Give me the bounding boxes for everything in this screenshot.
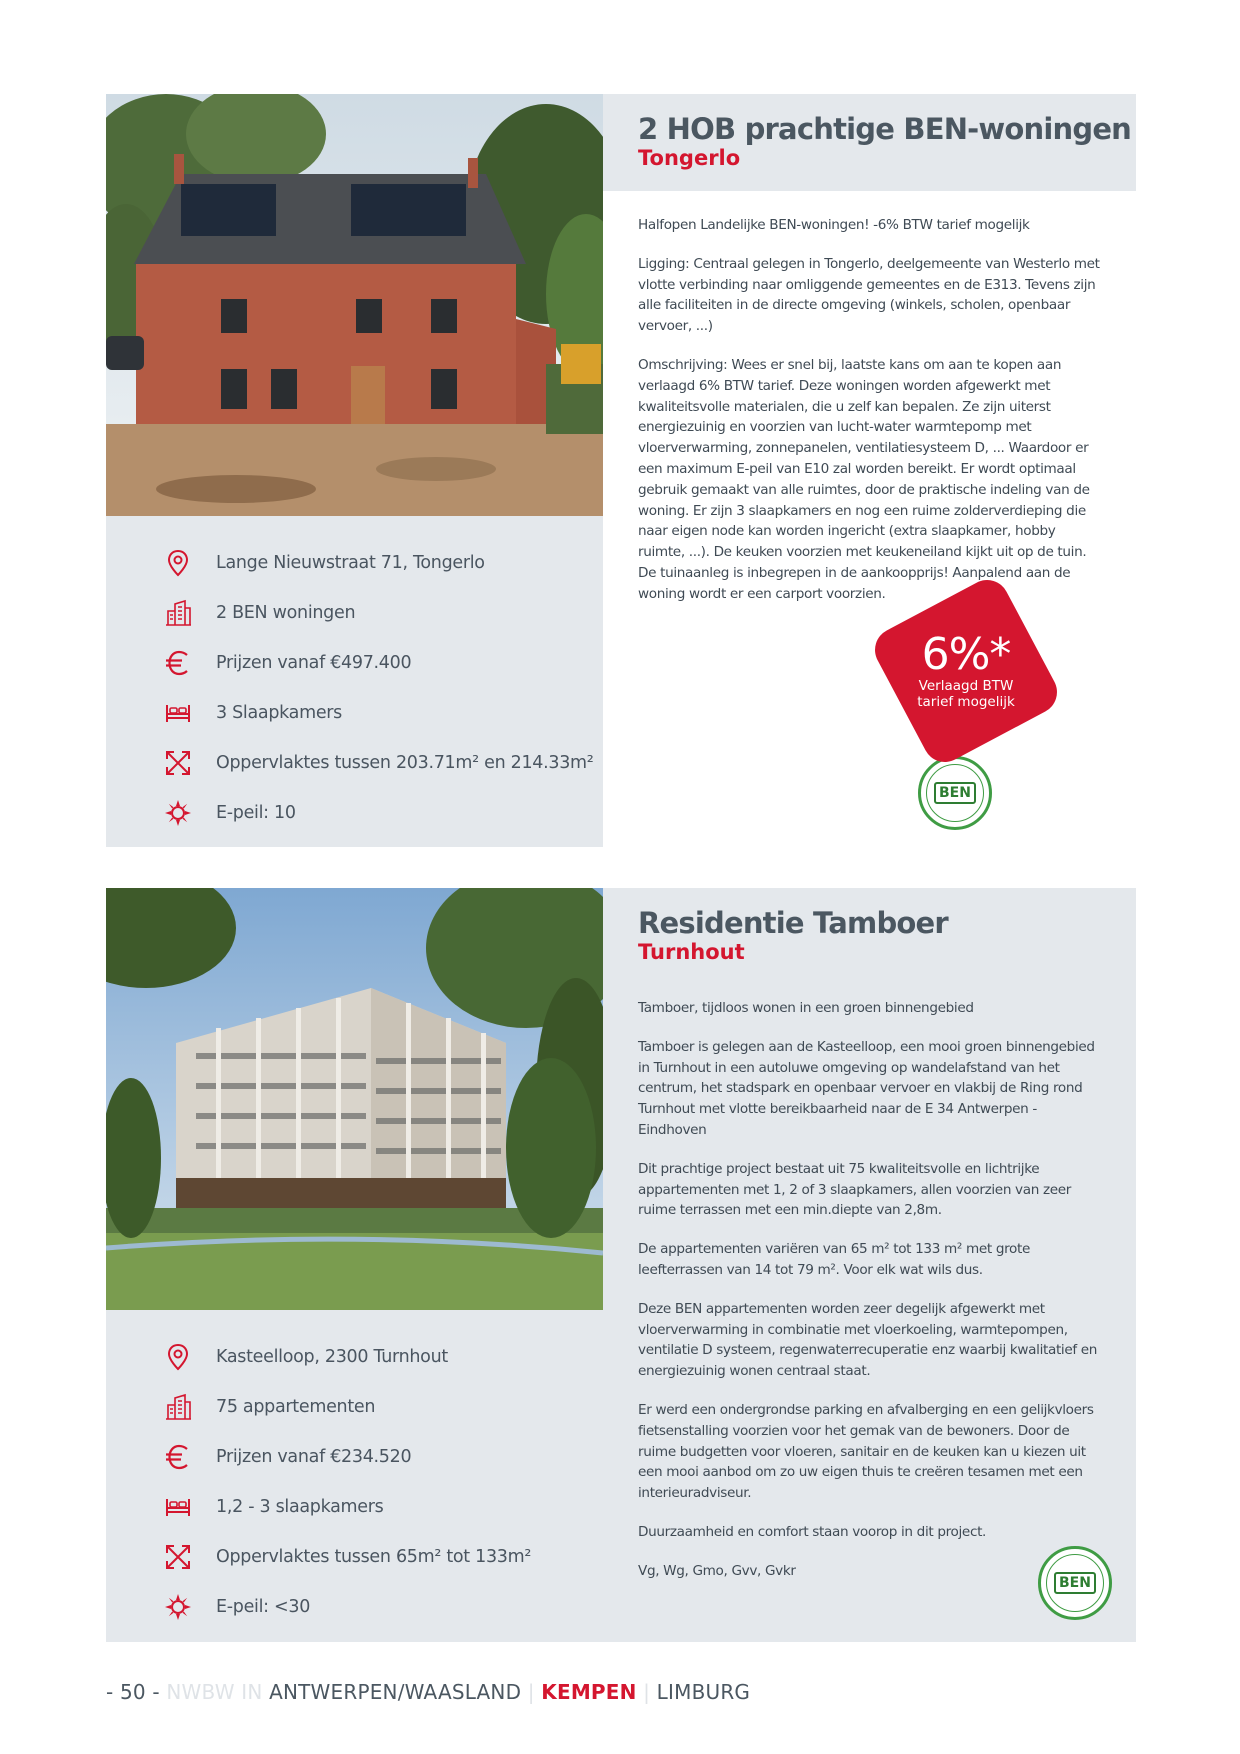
project-description [603,998,1136,1600]
description-paragraph: De appartementen variëren van 65 m² tot 133 m² met grote leefterrassen van 14 tot 79 m². Voor elk wat wils dus. [638,1241,1031,1278]
description-paragraph: Duurzaamheid en comfort staan voorop in dit project. [638,1523,987,1540]
building-icon [162,1391,194,1423]
description-paragraph: Tamboer is gelegen aan de Kasteelloop, een mooi groen binnengebied in Turnhout in een autoluwe omgeving op wandelafstand van het centrum, het stadspark en openbaar vervoer en vlakbij de Ring rond Turnhout met vlotte bereikbaarheid naar de E 34 Antwerpen - Eindhoven [638,1038,1095,1138]
promo-percent: 6%* [921,629,1011,680]
location-pin-icon [162,547,194,579]
fact-bedrooms-text: 3 Slaapkamers [216,703,343,723]
euro-icon [162,1441,194,1473]
fact-units-text: 75 appartementen [216,1397,376,1417]
project-location: Turnhout [638,940,745,964]
ben-badge-label: BEN [1054,1572,1096,1594]
page-footer [106,1680,750,1704]
ben-badge-label: BEN [934,782,976,804]
sun-icon [162,797,194,829]
project-header [603,94,1136,191]
project-location: Tongerlo [638,146,741,170]
euro-icon [162,647,194,679]
project-facts [106,1310,603,1642]
description-paragraph: Er werd een ondergrondse parking en afvalberging en een gelijkvloers fietsenstalling voorzien voor het gemak van de bewoners. Door de ruime budgetten voor vloeren, sanitair en de keuken kan u kiezen uit een mooi aanbod om zo uw eigen thuis te creëren tesamen met een interieuradviseur. [638,1401,1094,1502]
description-paragraph: Tamboer, tijdloos wonen in een groen binnengebied [638,1000,974,1016]
fact-units [106,1382,603,1432]
fact-epeil [106,1582,603,1632]
area-arrows-icon [162,747,194,779]
promo-line2: tarief mogelijk [917,694,1015,710]
fact-epeil [106,788,603,838]
fact-price-text: Prijzen vanaf €234.520 [216,1447,412,1467]
description-paragraph: Halfopen Landelijke BEN-woningen! -6% BTW tarief mogelijk [638,217,1030,233]
ben-badge-icon [918,756,992,830]
project-title: Residentie Tamboer [638,906,948,940]
fact-area-text: Oppervlaktes tussen 203.71m² en 214.33m² [216,753,594,773]
fact-area [106,1532,603,1582]
area-arrows-icon [162,1541,194,1573]
fact-price [106,1432,603,1482]
fact-address-text: Lange Nieuwstraat 71, Tongerlo [216,553,485,573]
promo-line1: Verlaagd BTW [918,678,1014,694]
bed-icon [162,697,194,729]
fact-address-text: Kasteelloop, 2300 Turnhout [216,1347,448,1367]
project-facts [106,516,603,847]
fact-units [106,588,603,638]
project-description [603,191,1136,847]
description-paragraph: Omschrijving: Wees er snel bij, laatste kans om aan te kopen aan verlaagd 6% BTW tarief. Deze woningen worden afgewerkt met kwaliteitsvolle materialen, die u zelf kan bepalen. Ze zijn uiterst energiezuinig en voorzien van lucht-water warmtepomp met vloerverwarming, zonnepanelen, ventilatiesysteem D, ... Waardoor er een maximum E-peil van E10 zal worden bereikt. Er wordt optimaal gebruik gemaakt van alle ruimtes, door de praktische indeling van de woning. Er zijn 3 slaapkamers en nog een ruime zolderverdieping die naar eigen node kan worden ingericht (extra slaapkamer, hobby ruimte, ...). De keuken voorzien met keukeneiland kijkt uit op de tuin. De tuinaanleg is inbegrepen in de aankoopprijs! Aanpalend aan de woning wordt er een carport voorzien. [638,356,1090,602]
description-paragraph: Dit prachtige project bestaat uit 75 kwaliteitsvolle en lichtrijke appartementen met 1, 2 of 3 slaapkamers, allen voorzien van zeer ruime terrassen met een min.diepte van 2,8m. [638,1160,1072,1219]
footer-separator: | [643,1680,651,1704]
footer-separator: | [527,1680,535,1704]
description-paragraph: Ligging: Centraal gelegen in Tongerlo, deelgemeente van Westerlo met vlotte verbinding naar omliggende gemeentes en de E313. Tevens zijn alle faciliteiten in de directe omgeving (winkels, scholen, openbaar vervoer, ...) [638,255,1100,335]
fact-bedrooms-text: 1,2 - 3 slaapkamers [216,1497,384,1517]
fact-price-text: Prijzen vanaf €497.400 [216,653,412,673]
fact-area-text: Oppervlaktes tussen 65m² tot 133m² [216,1547,532,1567]
fact-area [106,738,603,788]
location-pin-icon [162,1341,194,1373]
project-title: 2 HOB prachtige BEN-woningen [638,112,1132,146]
ben-badge-icon [1038,1546,1112,1620]
fact-units-text: 2 BEN woningen [216,603,356,623]
fact-price [106,638,603,688]
project-photo-building [106,888,603,1310]
footer-region-antwerpen[interactable]: ANTWERPEN/WAASLAND [269,1680,522,1704]
project-photo-house [106,94,603,516]
project-card-tamboer [106,888,1136,1642]
footer-region-kempen[interactable]: KEMPEN [541,1680,637,1704]
fact-address [106,1332,603,1382]
footer-region-limburg[interactable]: LIMBURG [656,1680,751,1704]
promo-text [893,598,1039,744]
fact-bedrooms [106,688,603,738]
fact-bedrooms [106,1482,603,1532]
fact-epeil-text: E-peil: <30 [216,1597,311,1617]
bed-icon [162,1491,194,1523]
description-paragraph: Deze BEN appartementen worden zeer degelijk afgewerkt met vloerverwarming in combinatie met vloerkoeling, warmtepompen, ventilatie D systeem, regenwaterrecuperatie enz waarbij kwalitatief en energiezuinig wonen centraal staat. [638,1300,1098,1380]
fact-address [106,538,603,588]
footer-brand: NWBW IN [166,1680,263,1704]
page-number: - 50 - [106,1680,160,1704]
building-icon [162,597,194,629]
fact-epeil-text: E-peil: 10 [216,803,296,823]
description-paragraph: Vg, Wg, Gmo, Gvv, Gvkr [638,1562,796,1579]
sun-icon [162,1591,194,1623]
